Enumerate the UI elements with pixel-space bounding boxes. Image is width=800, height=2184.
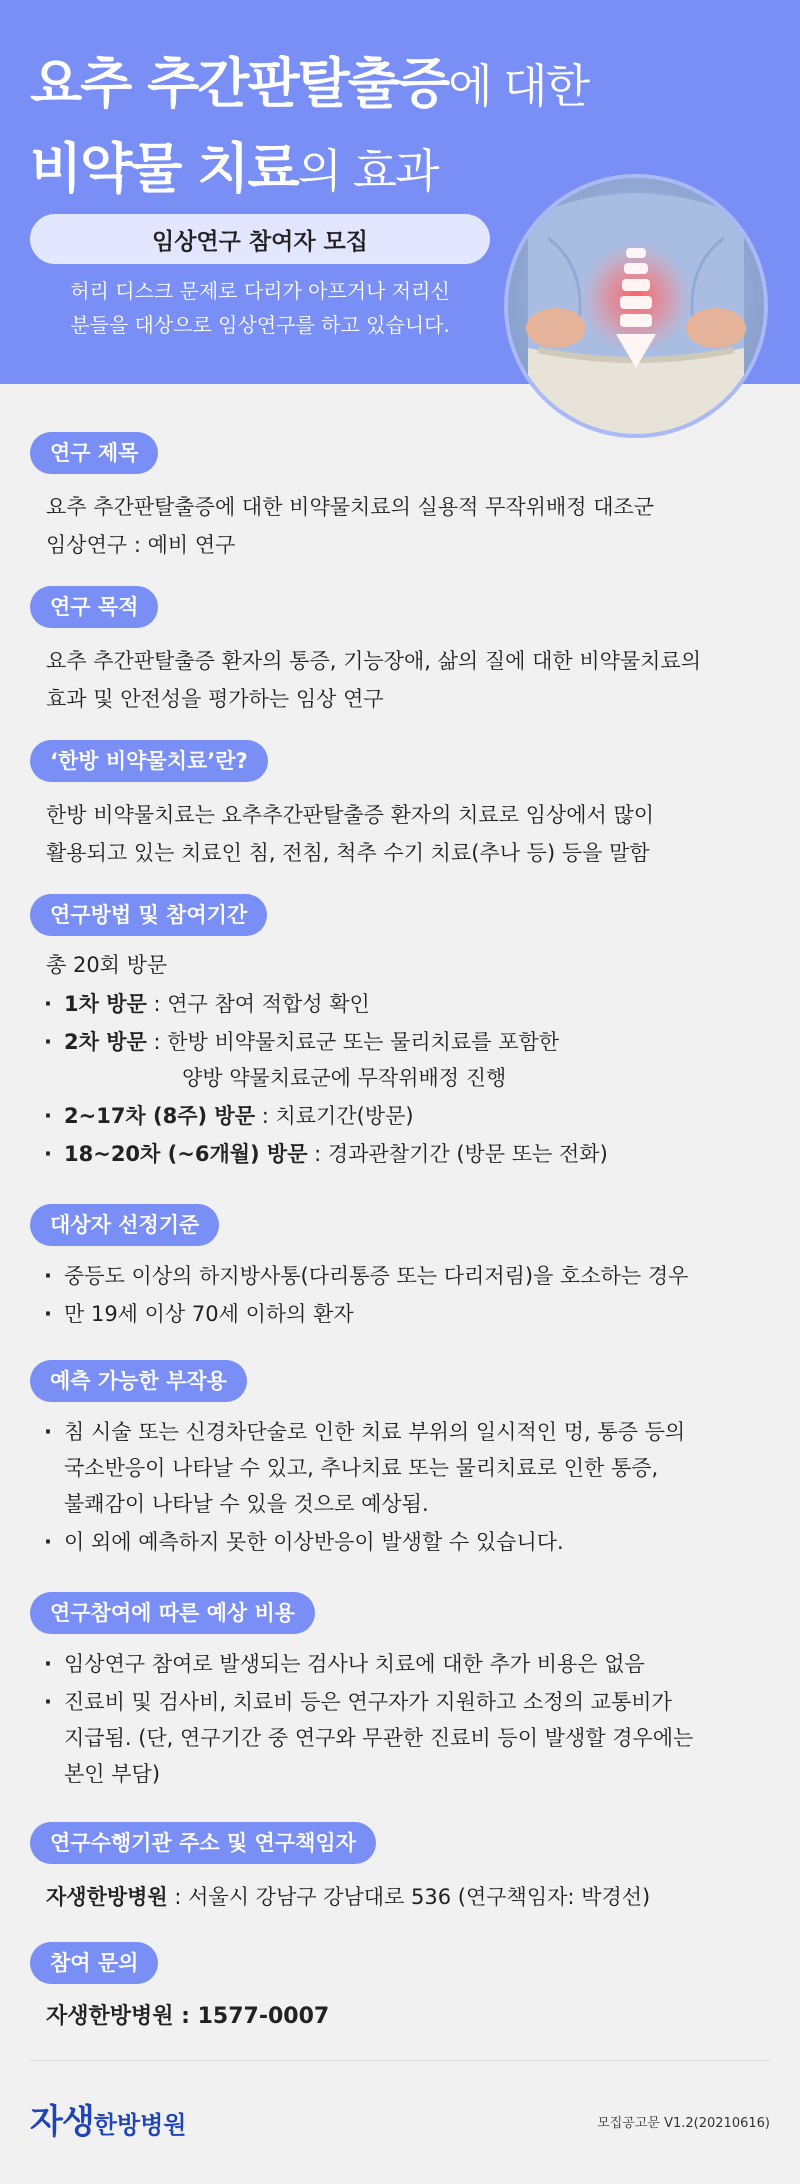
method-list — [30, 986, 770, 1172]
title-line-1 — [30, 48, 588, 133]
back-pain-icon — [508, 178, 764, 434]
visit-text-cont: 양방 약물치료군에 무작위배정 진행 — [182, 1066, 507, 1090]
section-label: 연구 제목 — [30, 432, 158, 474]
hero-desc-line-1: 허리 디스크 문제로 다리가 아프거나 저리신 — [70, 279, 450, 303]
logo-text-main: 자생 — [30, 2102, 94, 2142]
section-institution — [30, 1822, 770, 1916]
section-method — [30, 894, 770, 1174]
section-text: 임상연구 : 예비 연구 — [46, 533, 236, 557]
item-line: 지급됨. (단, 연구기간 중 연구와 무관한 진료비 등이 발생할 경우에는 — [64, 1726, 694, 1750]
section-text: 총 20회 방문 — [46, 953, 168, 977]
section-label: ‘한방 비약물치료’란? — [30, 740, 268, 782]
item-line: · 침 시술 또는 신경차단술로 인한 치료 부위의 일시적인 멍, 통증 등의 — [64, 1420, 686, 1444]
visit-text: : 치료기간(방문) — [255, 1104, 414, 1128]
item-line: 본인 부담) — [64, 1762, 161, 1786]
title-disease: 요추 추간판탈출증 — [30, 52, 449, 115]
list-item — [42, 1684, 770, 1792]
list-item: · 이 외에 예측하지 못한 이상반응이 발생할 수 있습니다. — [42, 1524, 770, 1560]
list-item: · 임상연구 참여로 발생되는 검사나 치료에 대한 추가 비용은 없음 — [42, 1646, 770, 1682]
side-effects-list — [30, 1414, 770, 1560]
section-inquiry — [30, 1942, 770, 2036]
visit-label: 2차 방문 — [64, 1030, 147, 1054]
document-version: 모집공고문 V1.2(20210616) — [597, 2116, 770, 2131]
section-definition — [30, 740, 770, 872]
item-line: · 진료비 및 검사비, 치료비 등은 연구자가 지원하고 소정의 교통비가 — [64, 1690, 672, 1714]
section-text: 한방 비약물치료는 요추추간판탈출증 환자의 치료로 임상에서 많이 — [46, 803, 655, 827]
section-text: 효과 및 안전성을 평가하는 임상 연구 — [46, 687, 384, 711]
section-study-purpose — [30, 586, 770, 718]
list-item: · 만 19세 이상 70세 이하의 환자 — [42, 1296, 770, 1332]
visit-label: 1차 방문 — [64, 992, 147, 1016]
back-pain-illustration — [504, 174, 768, 438]
list-item — [42, 986, 770, 1022]
visit-label: 18~20차 (~6개월) 방문 — [64, 1142, 308, 1166]
section-text: 활용되고 있는 치료인 침, 전침, 척추 수기 치료(추나 등) 등을 말함 — [46, 841, 650, 865]
section-body — [30, 488, 770, 564]
footer-divider — [30, 2060, 770, 2061]
list-item — [42, 1414, 770, 1522]
hospital-logo — [30, 2094, 186, 2143]
section-side-effects — [30, 1360, 770, 1562]
title-treatment: 비약물 치료 — [30, 137, 298, 200]
list-item — [42, 1024, 770, 1096]
section-label: 연구수행기관 주소 및 연구책임자 — [30, 1822, 376, 1864]
institution-name: 자생한방병원 — [46, 1885, 168, 1909]
section-label: 예측 가능한 부작용 — [30, 1360, 247, 1402]
logo-text-sub: 한방병원 — [93, 2111, 187, 2139]
section-cost — [30, 1592, 770, 1794]
section-label: 연구 목적 — [30, 586, 158, 628]
section-study-title — [30, 432, 770, 564]
method-total — [30, 946, 770, 984]
item-line: 불쾌감이 나타날 수 있을 것으로 예상됨. — [64, 1492, 429, 1516]
section-label: 연구참여에 따른 예상 비용 — [30, 1592, 315, 1634]
title-line-2 — [30, 133, 588, 218]
list-item — [42, 1136, 770, 1172]
list-item — [42, 1098, 770, 1134]
section-label: 대상자 선정기준 — [30, 1204, 219, 1246]
section-body — [30, 796, 770, 872]
title-connector: 에 대한 — [448, 59, 589, 113]
criteria-list — [30, 1258, 770, 1332]
recruit-badge: 임상연구 참여자 모집 — [30, 214, 490, 264]
title-effect: 의 효과 — [297, 144, 438, 198]
hero-banner — [0, 0, 800, 384]
list-item: · 중등도 이상의 하지방사통(다리통증 또는 다리저림)을 호소하는 경우 — [42, 1258, 770, 1294]
institution-address: : 서울시 강남구 강남대로 536 (연구책임자: 박경선) — [167, 1885, 651, 1909]
visit-label: 2~17차 (8주) 방문 — [64, 1104, 256, 1128]
section-label: 연구방법 및 참여기간 — [30, 894, 267, 936]
visit-text: : 경과관찰기간 (방문 또는 전화) — [307, 1142, 608, 1166]
section-label: 참여 문의 — [30, 1942, 158, 1984]
visit-text: : 한방 비약물치료군 또는 물리치료를 포함한 — [146, 1030, 560, 1054]
visit-text: : 연구 참여 적합성 확인 — [146, 992, 370, 1016]
section-body — [30, 1878, 770, 1916]
cost-list — [30, 1646, 770, 1792]
hero-description — [30, 274, 490, 342]
institution-line — [46, 1878, 770, 1916]
item-line: 국소반응이 나타날 수 있고, 추나치료 또는 물리치료로 인한 통증, — [64, 1456, 659, 1480]
section-text: 요추 추간판탈출증에 대한 비약물치료의 실용적 무작위배정 대조군 — [46, 495, 655, 519]
section-text: 요추 추간판탈출증 환자의 통증, 기능장애, 삶의 질에 대한 비약물치료의 — [46, 649, 702, 673]
section-criteria — [30, 1204, 770, 1334]
section-body — [30, 642, 770, 718]
inquiry-contact: 자생한방병원 : 1577-0007 — [46, 2004, 330, 2029]
hero-desc-line-2: 분들을 대상으로 임상연구를 하고 있습니다. — [70, 313, 450, 337]
page-title — [30, 48, 588, 218]
